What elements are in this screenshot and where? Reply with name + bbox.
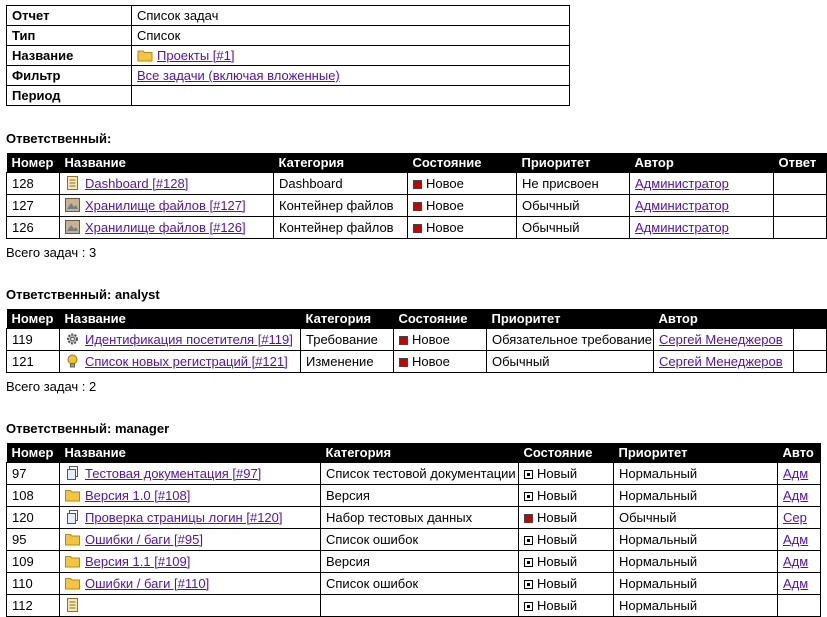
task-author bbox=[654, 351, 794, 373]
table-row bbox=[7, 529, 821, 551]
task-category: Версия bbox=[321, 551, 519, 573]
task-priority: Нормальный bbox=[614, 573, 778, 595]
column-header bbox=[794, 309, 827, 329]
column-header: Состояние bbox=[394, 309, 487, 329]
column-header: Приоритет bbox=[487, 309, 654, 329]
period-value bbox=[132, 86, 570, 106]
task-priority: Нормальный bbox=[614, 485, 778, 507]
author-link[interactable]: Адм bbox=[783, 488, 809, 503]
column-header: Автор bbox=[654, 309, 794, 329]
task-priority: Обязательное требование bbox=[487, 329, 654, 351]
report-info-table bbox=[6, 5, 570, 106]
task-link[interactable]: Версия 1.1 [#109] bbox=[85, 554, 191, 569]
task-responsible bbox=[774, 217, 827, 239]
task-name-cell bbox=[60, 173, 274, 195]
task-link[interactable]: Тестовая документация [#97] bbox=[85, 466, 262, 481]
state-icon bbox=[413, 224, 422, 233]
task-number: 97 bbox=[7, 463, 60, 485]
task-number: 95 bbox=[7, 529, 60, 551]
task-author bbox=[630, 195, 774, 217]
task-priority: Не присвоен bbox=[517, 173, 630, 195]
author-link[interactable]: Адм bbox=[783, 576, 809, 591]
column-header: Номер bbox=[7, 309, 60, 329]
gear-icon bbox=[65, 332, 80, 346]
project-link[interactable]: Проекты [#1] bbox=[157, 48, 235, 63]
report-row bbox=[7, 6, 570, 26]
column-header: Категория bbox=[321, 443, 519, 463]
task-link[interactable]: Dashboard [#128] bbox=[85, 176, 189, 191]
author-link[interactable]: Адм bbox=[783, 466, 809, 481]
task-author bbox=[778, 463, 821, 485]
task-name-cell bbox=[60, 551, 321, 573]
report-value: Список задач bbox=[132, 6, 570, 26]
task-name-cell bbox=[60, 595, 321, 617]
task-state bbox=[408, 195, 517, 217]
task-responsible bbox=[794, 351, 827, 373]
task-number: 121 bbox=[7, 351, 60, 373]
state-icon bbox=[524, 602, 533, 611]
task-number: 110 bbox=[7, 573, 60, 595]
task-state bbox=[519, 573, 614, 595]
state-icon bbox=[524, 470, 533, 479]
pages-icon bbox=[65, 510, 80, 524]
task-author bbox=[778, 529, 821, 551]
filter-row bbox=[7, 66, 570, 86]
task-category: Список ошибок bbox=[321, 573, 519, 595]
task-state bbox=[519, 507, 614, 529]
author-link[interactable]: Администратор bbox=[635, 198, 729, 213]
task-author bbox=[654, 329, 794, 351]
total-count: Всего задач : 3 bbox=[6, 245, 97, 260]
task-state bbox=[519, 551, 614, 573]
filter-link[interactable]: Все задачи (включая вложенные) bbox=[137, 68, 340, 83]
group-heading: Ответственный: analyst bbox=[6, 287, 160, 302]
state-icon bbox=[399, 358, 408, 367]
task-name-cell bbox=[60, 217, 274, 239]
period-row bbox=[7, 86, 570, 106]
column-header: Категория bbox=[274, 153, 408, 173]
task-link[interactable]: Версия 1.0 [#108] bbox=[85, 488, 191, 503]
state-label: Новый bbox=[537, 576, 578, 591]
task-name-cell bbox=[60, 485, 321, 507]
document-icon bbox=[65, 176, 80, 190]
folder-icon bbox=[65, 488, 80, 502]
column-header: Состояние bbox=[519, 443, 614, 463]
task-number: 127 bbox=[7, 195, 60, 217]
task-priority: Нормальный bbox=[614, 595, 778, 617]
report-label: Отчет bbox=[7, 6, 132, 26]
folder-icon bbox=[65, 576, 80, 590]
state-label: Новое bbox=[426, 220, 464, 235]
group-heading: Ответственный: manager bbox=[6, 421, 170, 436]
task-category: Версия bbox=[321, 485, 519, 507]
state-icon bbox=[524, 536, 533, 545]
table-row bbox=[7, 195, 827, 217]
type-value: Список bbox=[132, 26, 570, 46]
column-header: Категория bbox=[301, 309, 394, 329]
folder-icon bbox=[137, 49, 153, 62]
author-link[interactable]: Адм bbox=[783, 532, 809, 547]
task-link[interactable]: Хранилище файлов [#126] bbox=[85, 220, 246, 235]
task-responsible bbox=[774, 173, 827, 195]
task-link[interactable]: Ошибки / баги [#110] bbox=[85, 576, 210, 591]
task-number: 112 bbox=[7, 595, 60, 617]
task-number: 119 bbox=[7, 329, 60, 351]
period-label: Период bbox=[7, 86, 132, 106]
task-priority: Обычный bbox=[517, 195, 630, 217]
task-name-cell bbox=[60, 573, 321, 595]
author-link[interactable]: Администратор bbox=[635, 220, 729, 235]
task-author bbox=[630, 217, 774, 239]
column-header: Номер bbox=[7, 153, 60, 173]
table-header-row bbox=[7, 309, 827, 329]
task-priority: Обычный bbox=[614, 507, 778, 529]
filter-label: Фильтр bbox=[7, 66, 132, 86]
task-number: 108 bbox=[7, 485, 60, 507]
task-category: Изменение bbox=[301, 351, 394, 373]
state-icon bbox=[413, 180, 422, 189]
state-label: Новое bbox=[426, 198, 464, 213]
state-icon bbox=[524, 580, 533, 589]
task-number: 120 bbox=[7, 507, 60, 529]
column-header: Название bbox=[60, 443, 321, 463]
state-label: Новый bbox=[537, 598, 578, 613]
task-number: 128 bbox=[7, 173, 60, 195]
task-state bbox=[394, 329, 487, 351]
pages-icon bbox=[65, 466, 80, 480]
task-name-cell bbox=[60, 507, 321, 529]
task-state bbox=[519, 463, 614, 485]
name-label: Название bbox=[7, 46, 132, 66]
name-row bbox=[7, 46, 570, 66]
task-link[interactable]: Проверка страницы логин [#120] bbox=[85, 510, 283, 525]
task-state bbox=[519, 529, 614, 551]
state-label: Новое bbox=[426, 176, 464, 191]
column-header: Ответ bbox=[774, 153, 827, 173]
filter-value-cell bbox=[132, 66, 570, 86]
task-category: Список тестовой документации bbox=[321, 463, 519, 485]
column-header: Приоритет bbox=[614, 443, 778, 463]
tasks-table bbox=[6, 443, 821, 617]
table-row bbox=[7, 551, 821, 573]
state-label: Новый bbox=[537, 554, 578, 569]
state-icon bbox=[524, 514, 533, 523]
task-author bbox=[778, 485, 821, 507]
task-name-cell bbox=[60, 329, 301, 351]
column-header: Состояние bbox=[408, 153, 517, 173]
table-row bbox=[7, 463, 821, 485]
table-row bbox=[7, 595, 821, 617]
table-header-row bbox=[7, 443, 821, 463]
task-priority: Нормальный bbox=[614, 529, 778, 551]
lightbulb-icon bbox=[65, 354, 80, 368]
table-row bbox=[7, 217, 827, 239]
document-icon bbox=[65, 598, 80, 612]
column-header: Автор bbox=[630, 153, 774, 173]
tasks-table bbox=[6, 153, 827, 239]
state-label: Новый bbox=[537, 488, 578, 503]
task-author bbox=[630, 173, 774, 195]
task-author bbox=[778, 551, 821, 573]
task-link[interactable]: Хранилище файлов [#127] bbox=[85, 198, 246, 213]
task-priority: Нормальный bbox=[614, 463, 778, 485]
folder-icon bbox=[65, 532, 80, 546]
task-priority: Нормальный bbox=[614, 551, 778, 573]
task-state bbox=[519, 485, 614, 507]
task-author bbox=[778, 507, 821, 529]
table-row bbox=[7, 329, 827, 351]
table-row bbox=[7, 351, 827, 373]
task-number: 109 bbox=[7, 551, 60, 573]
task-category: Требование bbox=[301, 329, 394, 351]
task-name-cell bbox=[60, 463, 321, 485]
task-category: Список ошибок bbox=[321, 529, 519, 551]
table-row bbox=[7, 173, 827, 195]
task-category bbox=[321, 595, 519, 617]
task-link[interactable]: Идентификация посетителя [#119] bbox=[85, 332, 293, 347]
table-header-row bbox=[7, 153, 827, 173]
task-number: 126 bbox=[7, 217, 60, 239]
column-header: Номер bbox=[7, 443, 60, 463]
task-state bbox=[394, 351, 487, 373]
task-author bbox=[778, 573, 821, 595]
task-priority: Обычный bbox=[517, 217, 630, 239]
author-link[interactable]: Сер bbox=[783, 510, 807, 525]
tasks-table bbox=[6, 309, 827, 373]
state-label: Новый bbox=[537, 466, 578, 481]
type-row bbox=[7, 26, 570, 46]
task-link[interactable]: Список новых регистраций [#121] bbox=[85, 354, 288, 369]
task-state bbox=[408, 173, 517, 195]
column-header: Название bbox=[60, 309, 301, 329]
task-responsible bbox=[794, 329, 827, 351]
task-state bbox=[408, 217, 517, 239]
task-category: Контейнер файлов bbox=[274, 195, 408, 217]
task-priority: Обычный bbox=[487, 351, 654, 373]
task-author bbox=[778, 595, 821, 617]
state-label: Новый bbox=[537, 510, 578, 525]
author-link[interactable]: Администратор bbox=[635, 176, 729, 191]
state-label: Новый bbox=[537, 532, 578, 547]
author-link[interactable]: Сергей Менеджеров bbox=[659, 332, 783, 347]
task-category: Набор тестовых данных bbox=[321, 507, 519, 529]
author-link[interactable]: Сергей Менеджеров bbox=[659, 354, 783, 369]
type-label: Тип bbox=[7, 26, 132, 46]
state-label: Новое bbox=[412, 332, 450, 347]
state-label: Новое bbox=[412, 354, 450, 369]
task-category: Контейнер файлов bbox=[274, 217, 408, 239]
state-icon bbox=[524, 492, 533, 501]
task-name-cell bbox=[60, 351, 301, 373]
name-value-cell bbox=[132, 46, 570, 66]
table-row bbox=[7, 507, 821, 529]
state-icon bbox=[399, 336, 408, 345]
storage-icon bbox=[65, 198, 80, 212]
table-row bbox=[7, 485, 821, 507]
state-icon bbox=[413, 202, 422, 211]
column-header: Приоритет bbox=[517, 153, 630, 173]
task-category: Dashboard bbox=[274, 173, 408, 195]
storage-icon bbox=[65, 220, 80, 234]
task-name-cell bbox=[60, 529, 321, 551]
column-header: Авто bbox=[778, 443, 821, 463]
task-link[interactable]: Ошибки / баги [#95] bbox=[85, 532, 203, 547]
task-state bbox=[519, 595, 614, 617]
folder-icon bbox=[65, 554, 80, 568]
task-responsible bbox=[774, 195, 827, 217]
state-icon bbox=[524, 558, 533, 567]
group-heading: Ответственный: bbox=[6, 131, 112, 146]
table-row bbox=[7, 573, 821, 595]
author-link[interactable]: Адм bbox=[783, 554, 809, 569]
task-name-cell bbox=[60, 195, 274, 217]
column-header: Название bbox=[60, 153, 274, 173]
total-count: Всего задач : 2 bbox=[6, 379, 97, 394]
